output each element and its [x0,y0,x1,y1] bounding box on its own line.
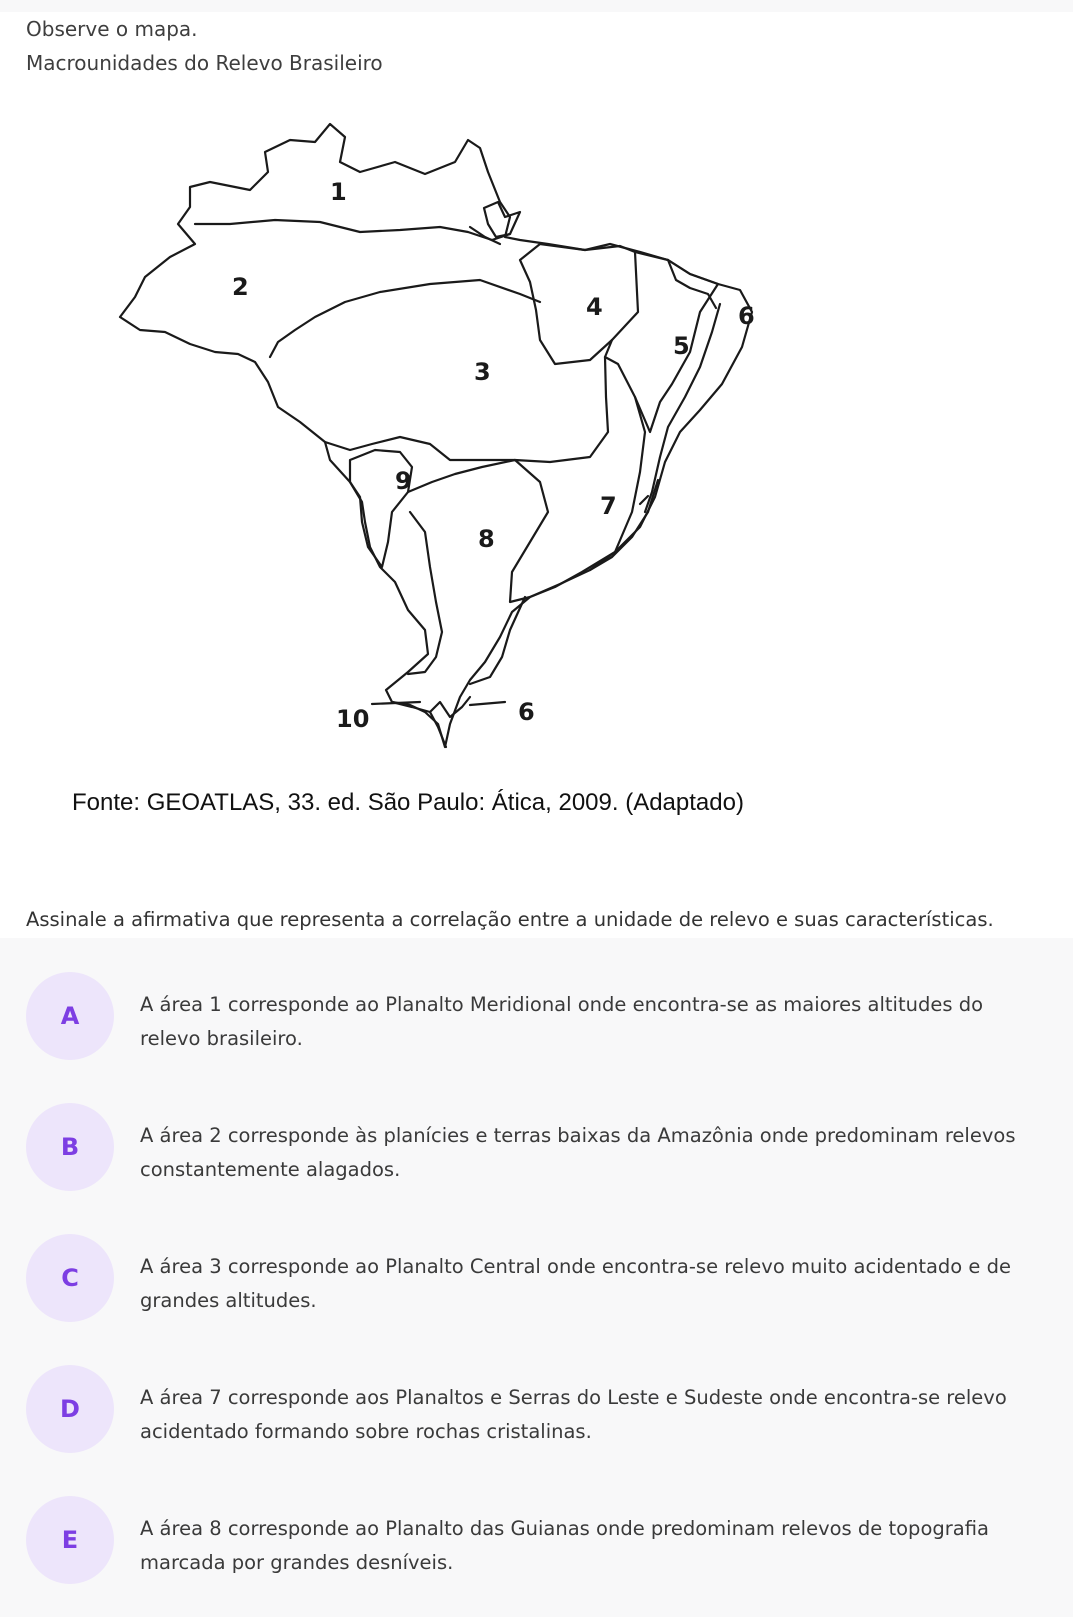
question-card [0,12,1073,938]
option-letter: E [26,1496,114,1584]
option-c[interactable] [0,1234,1073,1334]
map-label-3: 3 [474,358,491,386]
map-label-6-northeast: 6 [738,302,755,330]
map-label-10: 10 [336,705,370,733]
brazil-relief-map [100,108,780,764]
map-label-4: 4 [586,293,603,321]
map-label-8: 8 [478,525,495,553]
map-label-9: 9 [395,467,412,495]
map-title: Macrounidades do Relevo Brasileiro [26,51,383,75]
option-letter: A [26,972,114,1060]
question-intro: Observe o mapa. [26,17,198,41]
option-text: A área 7 corresponde aos Planaltos e Serras do Leste e Sudeste onde encontra-se relevo acidentado formando sobre rochas cristalinas. [140,1386,1007,1443]
map-label-7: 7 [600,492,617,520]
option-d[interactable] [0,1365,1073,1465]
option-letter: B [26,1103,114,1191]
map-source: Fonte: GEOATLAS, 33. ed. São Paulo: Ática, 2009. (Adaptado) [72,789,744,816]
map-label-1: 1 [330,178,347,206]
option-letter: D [26,1365,114,1453]
option-a[interactable] [0,972,1073,1072]
map-label-2: 2 [232,273,249,301]
map-label-5: 5 [673,332,690,360]
option-text: A área 3 corresponde ao Planalto Central onde encontra-se relevo muito acidentado e de grandes altitudes. [140,1255,1011,1312]
option-b[interactable] [0,1103,1073,1203]
option-text: A área 8 corresponde ao Planalto das Guianas onde predominam relevos de topografia marcada por grandes desníveis. [140,1517,989,1574]
option-letter: C [26,1234,114,1322]
option-e[interactable] [0,1496,1073,1596]
option-text: A área 2 corresponde às planícies e terras baixas da Amazônia onde predominam relevos constantemente alagados. [140,1124,1016,1181]
question-prompt: Assinale a afirmativa que representa a correlação entre a unidade de relevo e suas características. [26,908,994,931]
option-text: A área 1 corresponde ao Planalto Meridional onde encontra-se as maiores altitudes do relevo brasileiro. [140,993,984,1050]
map-label-6-south: 6 [518,698,535,726]
